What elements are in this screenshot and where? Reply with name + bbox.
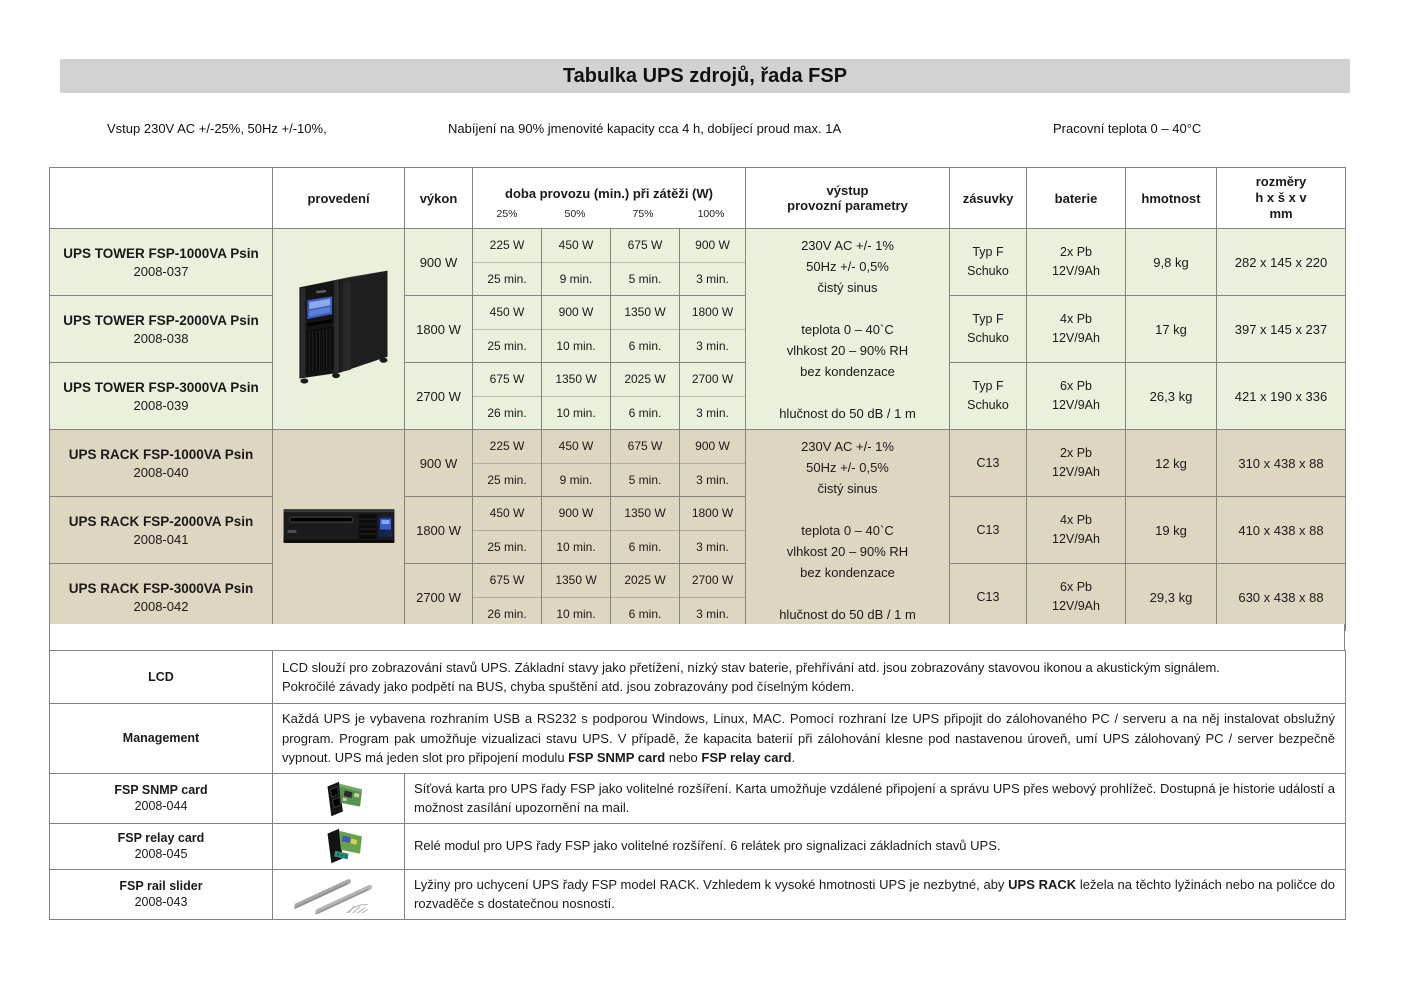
load-cell-75 [611, 497, 680, 564]
dimensions: 630 x 438 x 88 [1217, 564, 1346, 631]
load-watt: 900 W [542, 497, 610, 531]
dimensions: 421 x 190 x 336 [1217, 363, 1346, 430]
product-name: UPS RACK FSP-1000VA Psin [68, 446, 254, 462]
product-cell [50, 296, 273, 363]
load-cell-100 [680, 229, 746, 296]
load-runtime: 26 min. [487, 405, 527, 420]
accessory-code: 2008-043 [134, 895, 188, 909]
rail-slider-illustration [273, 871, 405, 918]
load-runtime: 10 min. [556, 606, 596, 621]
load-cell-75 [611, 229, 680, 296]
load-runtime: 25 min. [487, 338, 527, 353]
load-cell-100 [680, 430, 746, 497]
accessory-name: FSP SNMP card [114, 783, 208, 797]
load-cell-50 [542, 430, 611, 497]
accessory-name: FSP relay card [117, 831, 205, 845]
load-watt: 675 W [611, 430, 679, 464]
load-runtime: 10 min. [556, 338, 596, 353]
load-cell-75 [611, 363, 680, 430]
relay-card-photo [273, 823, 405, 869]
load-watt: 1350 W [611, 497, 679, 531]
load-runtime: 3 min. [696, 405, 729, 420]
table-row-rack-1000 [50, 430, 1346, 497]
load-watt: 450 W [542, 229, 610, 263]
socket-type: C13 [950, 564, 1027, 631]
load-cell-75 [611, 296, 680, 363]
load-watt: 675 W [473, 363, 541, 397]
load-watt: 675 W [473, 564, 541, 598]
header-product [50, 168, 273, 229]
spec-charging: Nabíjení na 90% jmenovité kapacity cca 4 h, dobíjecí proud max. 1A [448, 121, 842, 136]
load-watt: 2025 W [611, 363, 679, 397]
product-cell [50, 564, 273, 631]
load-cell-25 [473, 430, 542, 497]
feature-text-lcd: LCD slouží pro zobrazování stavů UPS. Základní stavy jako přetížení, nízký stav baterie, přehřívání atd. jsou zobrazovány stavovou ikonou a akustickým signálem. Pokročilé závady jako podpětí na BUS, chyba spuštění atd. jsou zobrazovány pod číselným kódem. [273, 651, 1346, 704]
ups-tower-illustration [273, 231, 405, 428]
load-watt: 900 W [680, 229, 745, 263]
load-runtime: 26 min. [487, 606, 527, 621]
spec-operating-temp: Pracovní teplota 0 – 40°C [1053, 121, 1202, 136]
load-runtime: 9 min. [559, 472, 593, 487]
load-watt: 2700 W [680, 363, 745, 397]
power-rating: 900 W [405, 430, 473, 497]
rail-slider-photo [273, 869, 405, 919]
load-watt: 900 W [542, 296, 610, 330]
power-rating: 2700 W [405, 564, 473, 631]
table-header-row [50, 168, 1346, 229]
product-code: 2008-041 [133, 531, 189, 547]
header-pct-25: 25% [496, 207, 518, 220]
load-runtime: 3 min. [696, 606, 729, 621]
battery-spec: 4x Pb 12V/9Ah [1027, 296, 1126, 363]
power-rating: 1800 W [405, 497, 473, 564]
product-cell [50, 430, 273, 497]
load-watt: 1800 W [680, 497, 745, 531]
header-provedeni: provedení [273, 168, 405, 229]
load-cell-25 [473, 497, 542, 564]
header-vystup: výstup provozní parametry [746, 168, 950, 229]
load-cell-50 [542, 229, 611, 296]
load-runtime: 3 min. [696, 472, 729, 487]
load-watt: 450 W [542, 430, 610, 464]
page-title-bar [60, 59, 1350, 93]
header-vykon: výkon [405, 168, 473, 229]
battery-spec: 6x Pb 12V/9Ah [1027, 564, 1126, 631]
accessory-row-relay [50, 823, 1346, 869]
accessory-label-cell [50, 823, 273, 869]
accessory-label-cell [50, 869, 273, 919]
product-name: UPS TOWER FSP-3000VA Psin [63, 379, 259, 395]
accessory-row-rail [50, 869, 1346, 919]
socket-type: Typ F Schuko [950, 363, 1027, 430]
header-rozmery: rozměry h x š x v mm [1217, 168, 1346, 229]
load-runtime: 10 min. [556, 405, 596, 420]
load-runtime: 10 min. [556, 539, 596, 554]
load-cell-100 [680, 363, 746, 430]
ups-tower-photo [273, 229, 405, 430]
accessory-text-rail: Lyžiny pro uchycení UPS řady FSP model RACK. Vzhledem k vysoké hmotnosti UPS je nezbytné, aby UPS RACK ležela na těchto lyžinách nebo na poličce do rozvaděče s dostatečnou nosností. [405, 869, 1346, 919]
features-table [49, 650, 1346, 920]
load-watt: 450 W [473, 497, 541, 531]
socket-type: Typ F Schuko [950, 229, 1027, 296]
weight: 26,3 kg [1126, 363, 1217, 430]
load-runtime: 25 min. [487, 539, 527, 554]
table-row-tower-1000 [50, 229, 1346, 296]
load-watt: 225 W [473, 430, 541, 464]
load-watt: 2025 W [611, 564, 679, 598]
load-runtime: 3 min. [696, 338, 729, 353]
ups-rack-illustration [273, 432, 405, 629]
load-runtime: 6 min. [628, 539, 662, 554]
load-cell-25 [473, 363, 542, 430]
power-rating: 900 W [405, 229, 473, 296]
load-runtime: 5 min. [628, 472, 662, 487]
product-code: 2008-038 [133, 330, 189, 346]
product-cell [50, 363, 273, 430]
load-watt: 2700 W [680, 564, 745, 598]
relay-card-illustration [273, 824, 405, 868]
dimensions: 282 x 145 x 220 [1217, 229, 1346, 296]
feature-label-cell [50, 704, 273, 774]
dimensions: 410 x 438 x 88 [1217, 497, 1346, 564]
ups-spec-table [49, 167, 1346, 631]
feature-row-lcd [50, 651, 1346, 704]
load-runtime: 25 min. [487, 472, 527, 487]
feature-label: Management [122, 731, 200, 746]
dimensions: 310 x 438 x 88 [1217, 430, 1346, 497]
load-cell-25 [473, 564, 542, 631]
load-runtime: 3 min. [696, 539, 729, 554]
product-name: UPS TOWER FSP-1000VA Psin [63, 245, 259, 261]
load-cell-100 [680, 296, 746, 363]
load-cell-100 [680, 497, 746, 564]
product-code: 2008-040 [133, 464, 189, 480]
load-cell-25 [473, 296, 542, 363]
snmp-card-photo [273, 773, 405, 823]
load-cell-100 [680, 564, 746, 631]
socket-type: C13 [950, 430, 1027, 497]
load-runtime: 5 min. [628, 271, 662, 286]
table-row-rack-3000 [50, 564, 1346, 631]
accessory-text-snmp: Síťová karta pro UPS řady FSP jako volitelné rozšíření. Karta umožňuje vzdálené připojení a správu UPS přes webový prohlížeč. Dostupná je historie událostí a možnost zasílání upozornění na mail. [405, 773, 1346, 823]
weight: 9,8 kg [1126, 229, 1217, 296]
battery-spec: 6x Pb 12V/9Ah [1027, 363, 1126, 430]
accessory-code: 2008-044 [134, 799, 188, 813]
header-pct-50: 50% [564, 207, 586, 220]
snmp-card-illustration [273, 775, 405, 822]
feature-text-management: Každá UPS je vybavena rozhraním USB a RS232 s podporou Windows, Linux, MAC. Pomocí rozhraní lze UPS připojit do zálohovaného PC / serveru a na něj instalovat obslužný program. Program pak umožňuje vizualizaci stavu UPS. V případě, že kapacita baterií při zálohování klesne pod nastavenou úroveň, umí UPS zálohovaný PC / server bezpečně vypnout. UPS má jeden slot pro připojení modulu FSP SNMP card nebo FSP relay card. [273, 704, 1346, 774]
load-watt: 900 W [680, 430, 745, 464]
load-cell-75 [611, 430, 680, 497]
load-watt: 450 W [473, 296, 541, 330]
load-cell-50 [542, 564, 611, 631]
weight: 29,3 kg [1126, 564, 1217, 631]
accessory-label-cell [50, 773, 273, 823]
load-watt: 1350 W [542, 564, 610, 598]
product-name: UPS TOWER FSP-2000VA Psin [63, 312, 259, 328]
socket-type: Typ F Schuko [950, 296, 1027, 363]
page-title: Tabulka UPS zdrojů, řada FSP [562, 64, 848, 87]
accessory-name: FSP rail slider [119, 879, 203, 893]
weight: 19 kg [1126, 497, 1217, 564]
header-baterie: baterie [1027, 168, 1126, 229]
header-pct-100: 100% [697, 207, 725, 220]
product-name: UPS RACK FSP-3000VA Psin [68, 580, 254, 596]
feature-row-management [50, 704, 1346, 774]
battery-spec: 4x Pb 12V/9Ah [1027, 497, 1126, 564]
output-params-rack: 230V AC +/- 1% 50Hz +/- 0,5% čistý sinus teplota 0 – 40`C vlhkost 20 – 90% RH bez kondenzace hlučnost do 50 dB / 1 m [746, 430, 950, 631]
load-watt: 1800 W [680, 296, 745, 330]
table-row-rack-2000 [50, 497, 1346, 564]
spec-input-voltage: Vstup 230V AC +/-25%, 50Hz +/-10%, [107, 121, 327, 136]
power-rating: 2700 W [405, 363, 473, 430]
ups-rack-photo [273, 430, 405, 631]
load-runtime: 6 min. [628, 338, 662, 353]
power-rating: 1800 W [405, 296, 473, 363]
load-cell-50 [542, 497, 611, 564]
table-row-tower-3000 [50, 363, 1346, 430]
load-cell-25 [473, 229, 542, 296]
load-runtime: 9 min. [559, 271, 593, 286]
load-watt: 675 W [611, 229, 679, 263]
header-load-percents [473, 208, 745, 220]
load-runtime: 6 min. [628, 606, 662, 621]
weight: 17 kg [1126, 296, 1217, 363]
load-runtime: 6 min. [628, 405, 662, 420]
product-code: 2008-039 [133, 397, 189, 413]
product-cell [50, 497, 273, 564]
load-runtime: 3 min. [696, 271, 729, 286]
header-doba-provozu [473, 168, 746, 229]
table-row-tower-2000 [50, 296, 1346, 363]
load-runtime: 25 min. [487, 271, 527, 286]
output-params-tower: 230V AC +/- 1% 50Hz +/- 0,5% čistý sinus teplota 0 – 40`C vlhkost 20 – 90% RH bez kondenzace hlučnost do 50 dB / 1 m [746, 229, 950, 430]
accessory-text-relay: Relé modul pro UPS řady FSP jako volitelné rozšíření. 6 relátek pro signalizaci základních stavů UPS. [405, 823, 1346, 869]
load-watt: 225 W [473, 229, 541, 263]
load-cell-50 [542, 296, 611, 363]
product-cell [50, 229, 273, 296]
feature-label-cell [50, 651, 273, 704]
battery-spec: 2x Pb 12V/9Ah [1027, 229, 1126, 296]
feature-label: LCD [148, 670, 174, 684]
product-code: 2008-037 [133, 263, 189, 279]
dimensions: 397 x 145 x 237 [1217, 296, 1346, 363]
product-code: 2008-042 [133, 598, 189, 614]
load-cell-75 [611, 564, 680, 631]
load-watt: 1350 W [611, 296, 679, 330]
socket-type: C13 [950, 497, 1027, 564]
header-doba-title: doba provozu (min.) při zátěži (W) [505, 185, 713, 201]
header-hmotnost: hmotnost [1126, 168, 1217, 229]
accessory-row-snmp [50, 773, 1346, 823]
battery-spec: 2x Pb 12V/9Ah [1027, 430, 1126, 497]
header-zasuvky: zásuvky [950, 168, 1027, 229]
header-pct-75: 75% [632, 207, 654, 220]
load-cell-50 [542, 363, 611, 430]
weight: 12 kg [1126, 430, 1217, 497]
table-gap [49, 624, 1345, 650]
product-name: UPS RACK FSP-2000VA Psin [68, 513, 254, 529]
load-watt: 1350 W [542, 363, 610, 397]
accessory-code: 2008-045 [134, 847, 188, 861]
